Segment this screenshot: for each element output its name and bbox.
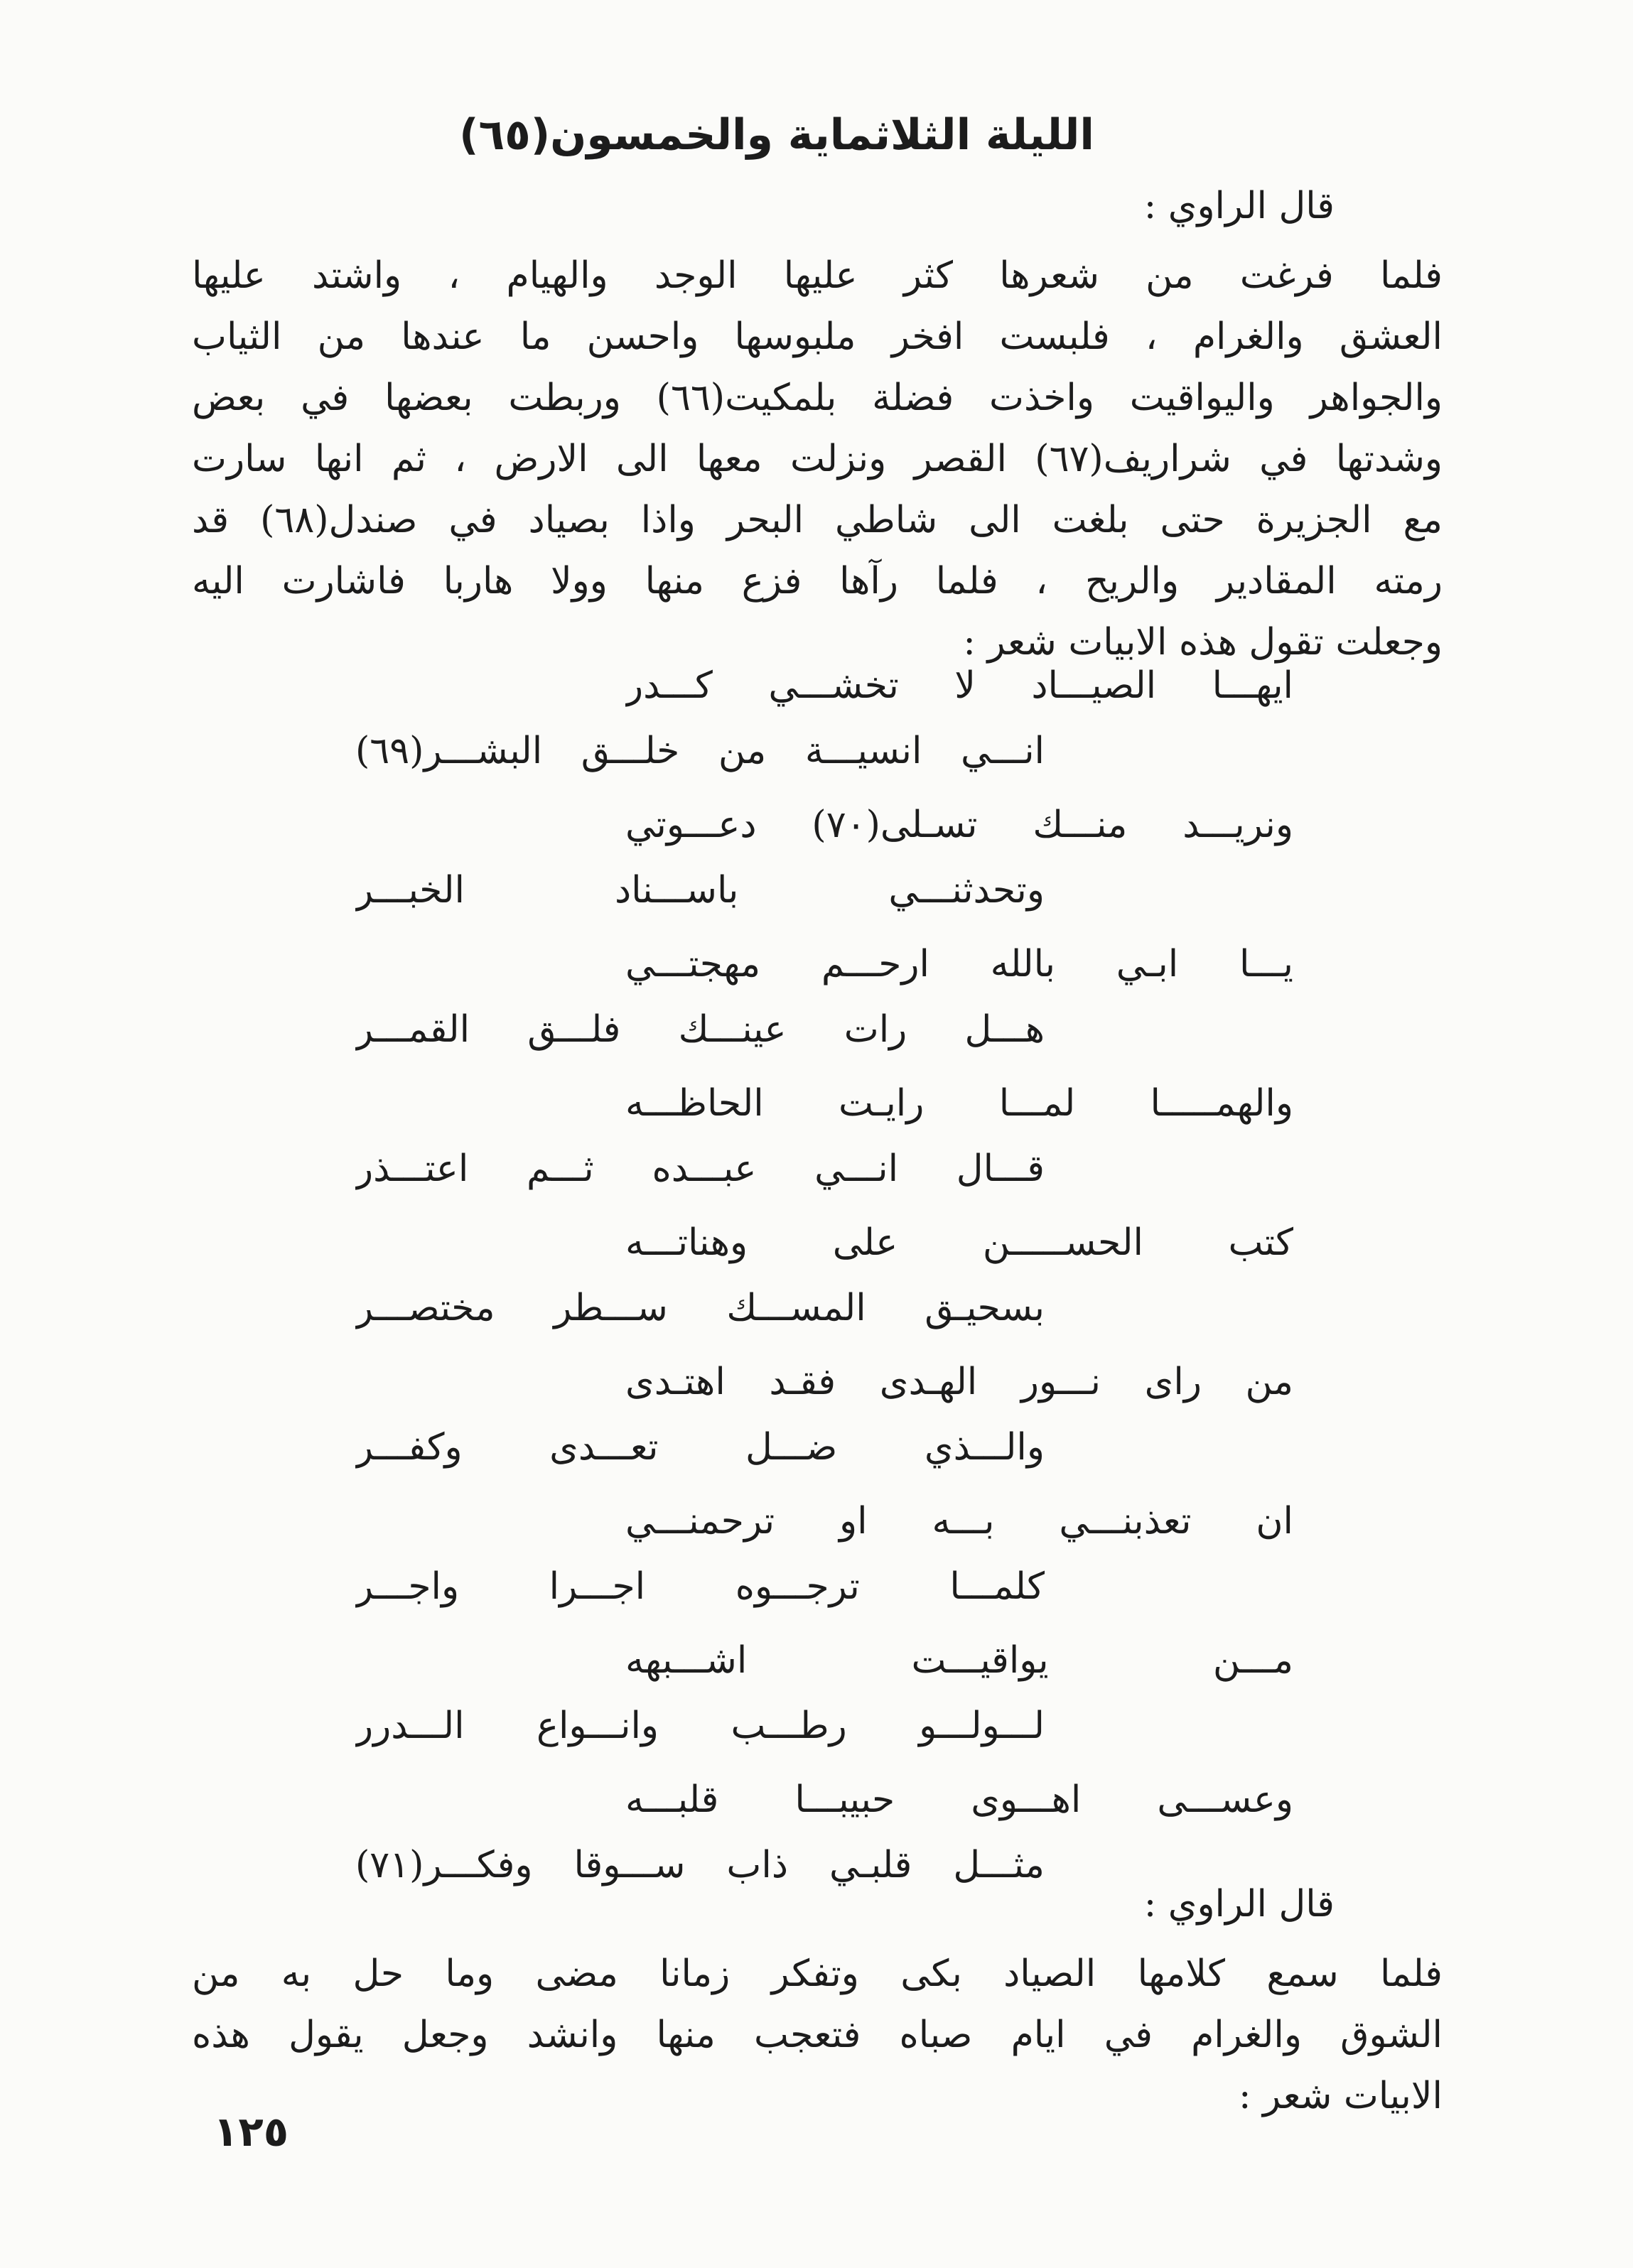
verse-second-half: لـــولـــو رطـــب وانـــواع الـــدرر — [355, 1705, 1045, 1747]
narrator-label: قال الراوي : — [1143, 185, 1335, 227]
prose-paragraph-1 — [192, 245, 1443, 673]
verse-second-half: كلمـــا ترجـــوه اجـــرا واجـــر — [355, 1565, 1045, 1608]
poem-stanza — [355, 1632, 1293, 1771]
verse-second-half: مثـــل قلبـي ذاب ســـوقا وفكـــر(٧١) — [355, 1844, 1045, 1886]
prose-line: وجعلت تقول هذه الابيات شعر : — [963, 621, 1443, 664]
verse-first-half: من راى نـــور الهـدى فقـد اهتـدى — [625, 1361, 1293, 1403]
prose-line: فلما فرغت من شعرها كثر عليها الوجد والهيام ، واشتد عليها — [192, 254, 1443, 297]
verse-first-half: مـــن يواقيـــت اشـــبهه — [625, 1639, 1293, 1682]
prose-paragraph-2 — [192, 1943, 1443, 2127]
poem-stanza — [355, 1354, 1293, 1493]
poem-stanza — [355, 1493, 1293, 1632]
verse-first-half: ان تعذبنـــي بـــه او ترحمنـــي — [625, 1500, 1293, 1543]
poem-stanza — [355, 936, 1293, 1075]
verse-second-half: انـــي انسيـــة من خلـــق البشـــر(٦٩) — [355, 730, 1045, 772]
poem-stanza — [355, 1075, 1293, 1214]
chapter-heading: الليلة الثلاثماية والخمسون(٦٥) — [459, 110, 1094, 160]
verse-first-half: يـــا ابـي بالله ارحـــم مهجتـــي — [625, 943, 1293, 986]
prose-line: الشوق والغرام في ايام صباه فتعجب منها وانشد وجعل يقول هذه — [192, 2014, 1443, 2056]
poem-stanza — [355, 657, 1293, 796]
prose-line: رمته المقادير والريح ، فلما رآها فزع منها وولا هاربا فاشارت اليه — [192, 560, 1443, 603]
page-number: ١٢٥ — [213, 2107, 289, 2156]
verse-second-half: هـــل رات عينـــك فلـــق القمـــر — [355, 1008, 1045, 1051]
poem — [355, 657, 1293, 1911]
prose-line: مع الجزيرة حتى بلغت الى شاطي البحر واذا بصياد في صندل(٦٨) قد — [192, 499, 1443, 541]
prose-line: الابيات شعر : — [1239, 2075, 1443, 2117]
verse-second-half: قـــال انـــي عبـــده ثـــم اعتـــذر — [355, 1148, 1045, 1190]
prose-line: العشق والغرام ، فلبست افخر ملبوسها واحسن ما عندها من الثياب — [192, 315, 1443, 358]
verse-first-half: والهمـــــا لمـــا رايـت الحاظـــه — [625, 1082, 1293, 1125]
poem-stanza — [355, 1214, 1293, 1354]
verse-second-half: بسحيـق المســـك ســـطر مختصـــر — [355, 1287, 1045, 1329]
verse-second-half: والـــذي ضـــل تعـــدى وكفـــر — [355, 1426, 1045, 1469]
prose-line: فلما سمع كلامها الصياد بكى وتفكر زمانا مضى وما حل به من — [192, 1953, 1443, 1995]
verse-first-half: ايهـــا الصيـــاد لا تخشـــي كـــدر — [625, 664, 1293, 707]
verse-first-half: كتب الحســـــن على وهناتـــه — [625, 1221, 1293, 1264]
prose-line: والجواهر واليواقيت واخذت فضلة بلمكيت(٦٦) وربطت بعضها في بعض — [192, 377, 1443, 419]
verse-first-half: ونريـــد منـــك تسـلى(٧٠) دعـــوتي — [625, 804, 1293, 846]
narrator-label: قال الراوي : — [1143, 1883, 1335, 1926]
prose-line: وشدتها في شراريف(٦٧) القصر ونزلت معها الى الارض ، ثم انها سارت — [192, 438, 1443, 480]
verse-first-half: وعســـى اهـــوى حبيبـــا قلبـــه — [625, 1778, 1293, 1821]
verse-second-half: وتحدثنـــي باســـناد الخبـــر — [355, 869, 1045, 912]
poem-stanza — [355, 796, 1293, 936]
